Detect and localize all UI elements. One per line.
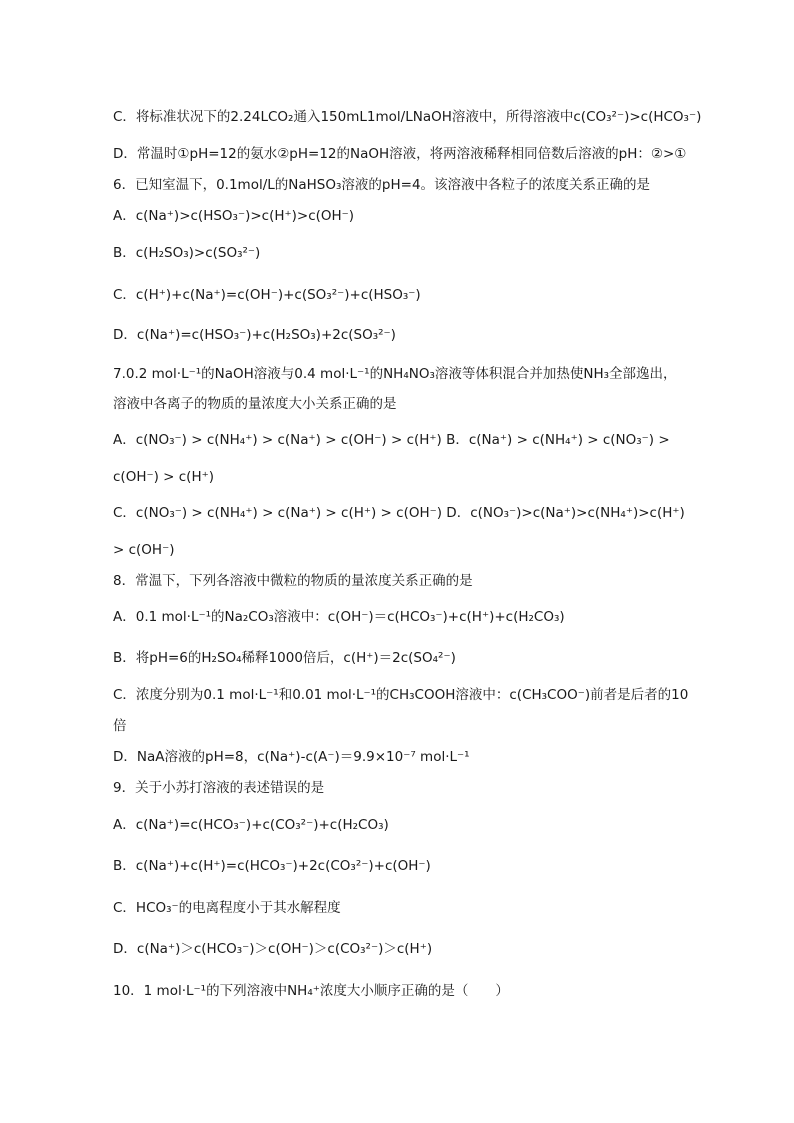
question-9: 9．关于小苏打溶液的表述错误的是 [113, 780, 325, 796]
question-7: 7.0.2 mol·L⁻¹的NaOH溶液与0.4 mol·L⁻¹的NH₄NO₃溶液等体积混合并加热使NH₃全部逸出， [113, 366, 677, 382]
option-8a: A．0.1 mol·L⁻¹的Na₂CO₃溶液中：c(OH⁻)＝c(HCO₃⁻)+c(H⁺)+c(H₂CO₃) [113, 609, 565, 625]
question-10: 10．1 mol·L⁻¹的下列溶液中NH₄⁺浓度大小顺序正确的是（ ） [113, 983, 509, 999]
option-8c: C．浓度分别为0.1 mol·L⁻¹和0.01 mol·L⁻¹的CH₃COOH溶液中：c(CH₃COO⁻)前者是后者的10 [113, 687, 689, 703]
question-6: 6．已知室温下，0.1mol/L的NaHSO₃溶液的pH=4。该溶液中各粒子的浓度关系正确的是 [113, 177, 651, 193]
option-6b: B．c(H₂SO₃)>c(SO₃²⁻) [113, 245, 261, 261]
option-9b: B．c(Na⁺)+c(H⁺)=c(HCO₃⁻)+2c(CO₃²⁻)+c(OH⁻) [113, 858, 431, 874]
option-5c: C．将标准状况下的2.24LCO₂通入150mL1mol/LNaOH溶液中，所得溶液中c(CO₃²⁻)>c(HCO₃⁻) [113, 109, 702, 125]
option-5d: D．常温时①pH=12的氨水②pH=12的NaOH溶液，将两溶液稀释相同倍数后溶液的pH：②>① [113, 146, 687, 162]
option-8c-cont: 倍 [113, 718, 127, 734]
option-9d: D．c(Na⁺)＞c(HCO₃⁻)＞c(OH⁻)＞c(CO₃²⁻)＞c(H⁺) [113, 941, 433, 957]
option-8b: B．将pH=6的H₂SO₄稀释1000倍后，c(H⁺)＝2c(SO₄²⁻) [113, 650, 456, 666]
option-6d: D．c(Na⁺)=c(HSO₃⁻)+c(H₂SO₃)+2c(SO₃²⁻) [113, 327, 396, 343]
option-7ab: A．c(NO₃⁻) > c(NH₄⁺) > c(Na⁺) > c(OH⁻) > c(H⁺) B．c(Na⁺) > c(NH₄⁺) > c(NO₃⁻) > [113, 432, 670, 448]
option-6a: A．c(Na⁺)>c(HSO₃⁻)>c(H⁺)>c(OH⁻) [113, 208, 355, 224]
option-7cd: C．c(NO₃⁻) > c(NH₄⁺) > c(Na⁺) > c(H⁺) > c(OH⁻) D．c(NO₃⁻)>c(Na⁺)>c(NH₄⁺)>c(H⁺) [113, 505, 685, 521]
option-7d-cont: > c(OH⁻) [113, 542, 175, 558]
option-6c: C．c(H⁺)+c(Na⁺)=c(OH⁻)+c(SO₃²⁻)+c(HSO₃⁻) [113, 287, 421, 303]
option-9a: A．c(Na⁺)=c(HCO₃⁻)+c(CO₃²⁻)+c(H₂CO₃) [113, 817, 389, 833]
question-8: 8．常温下，下列各溶液中微粒的物质的量浓度关系正确的是 [113, 573, 473, 589]
option-9c: C．HCO₃⁻的电离程度小于其水解程度 [113, 900, 341, 916]
question-7-cont: 溶液中各离子的物质的量浓度大小关系正确的是 [113, 396, 397, 412]
option-8d: D．NaA溶液的pH=8，c(Na⁺)-c(A⁻)＝9.9×10⁻⁷ mol·L⁻¹ [113, 749, 470, 765]
option-7b-cont: c(OH⁻) > c(H⁺) [113, 469, 214, 485]
